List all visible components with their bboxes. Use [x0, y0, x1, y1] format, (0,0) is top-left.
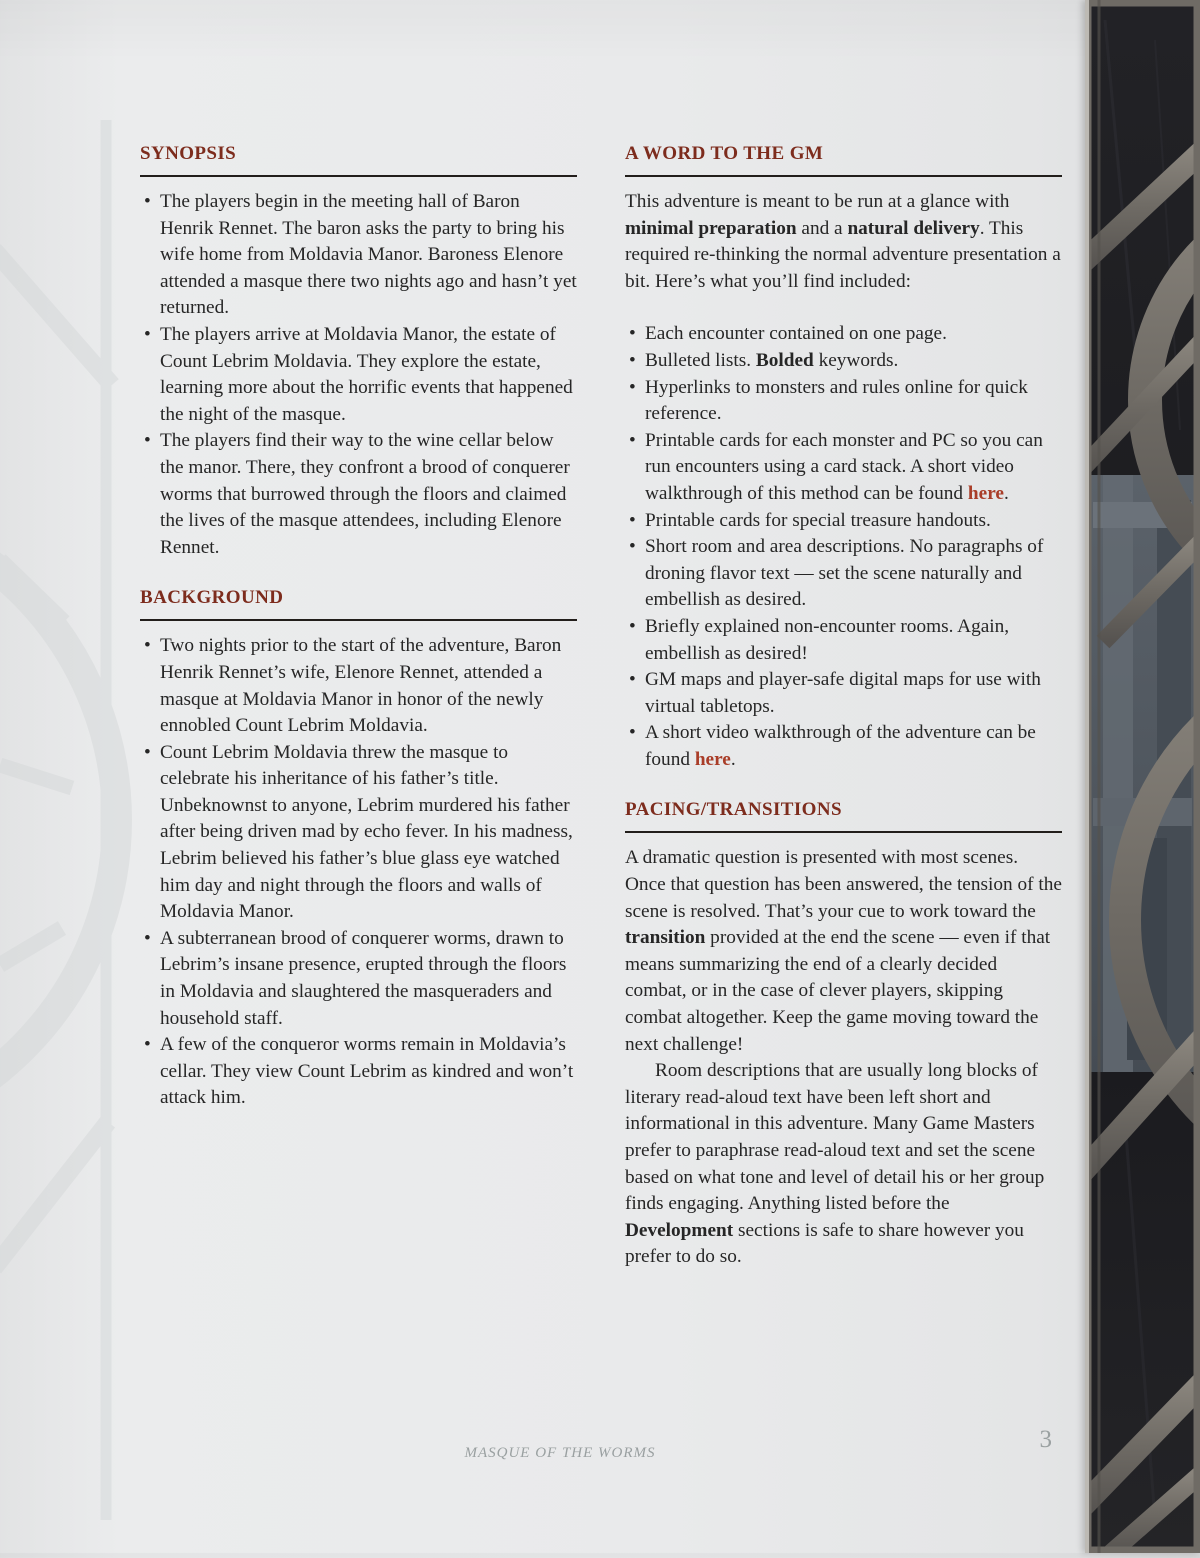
section-heading: PACING/TRANSITIONS — [625, 799, 842, 821]
section-heading: A WORD TO THE GM — [625, 143, 824, 164]
footer-book-title: MASQUE OF THE WORMS — [464, 1445, 656, 1461]
background-bullet-list — [140, 633, 577, 1112]
section-heading: SYNOPSIS — [140, 143, 237, 164]
heading-rule — [625, 831, 1062, 833]
text-segment: . This required re-thinking the normal adventure presentation a bit. Here’s what you’ll find included: — [625, 217, 1061, 292]
heading-rule — [140, 619, 577, 621]
text-segment: Briefly explained non-encounter rooms. Again, embellish as desired! — [645, 615, 1010, 664]
text-segment: Room descriptions that are usually long blocks of literary read-aloud text have been left short and informational in this adventure. Many Game Masters prefer to paraphrase read-aloud text and set the scene based on what tone and level of detail his or her group finds engaging. Anything listed before the — [625, 1060, 1045, 1215]
text-segment: Printable cards for special treasure handouts. — [645, 509, 991, 531]
list-item — [140, 189, 577, 322]
text-segment: transition — [625, 927, 706, 949]
page-body — [140, 143, 1062, 1271]
text-segment: Hyperlinks to monsters and rules online for quick reference. — [645, 376, 1028, 425]
text-segment: GM maps and player-safe digital maps for use with virtual tabletops. — [645, 669, 1041, 717]
text-segment: A dramatic question is presented with most scenes. Once that question has been answered, the tension of the scene is resolved. That’s your cue to work toward the — [625, 847, 1062, 922]
heading-rule — [140, 175, 577, 177]
text-segment: and a — [796, 217, 848, 239]
list-item — [625, 321, 1062, 348]
section-heading: BACKGROUND — [140, 587, 284, 609]
list-item — [140, 740, 577, 926]
text-segment: Count Lebrim Moldavia threw the masque to celebrate his inheritance of his father’s title. Unbeknownst to anyone, Lebrim murdered his father after being driven mad by echo fever. In his madness, Lebrim believed his father’s blue glass eye watched him day and night through the floors and walls of Moldavia Manor. — [160, 741, 573, 923]
list-item — [140, 926, 577, 1032]
list-item — [140, 1032, 577, 1112]
text-segment: Short room and area descriptions. No paragraphs of droning flavor text — set the scene naturally and embellish as desired. — [645, 536, 1044, 611]
list-item — [625, 508, 1062, 535]
pacing-paragraphs — [625, 845, 1062, 1271]
list-item — [625, 667, 1062, 720]
text-segment: Two nights prior to the start of the adventure, Baron Henrik Rennet’s wife, Elenore Rennet, attended a masque at Moldavia Manor in honor of the newly ennobled Count Lebrim Moldavia. — [160, 635, 562, 737]
text-segment: keywords. — [813, 349, 899, 371]
right-border-art — [1085, 0, 1200, 1553]
text-segment: minimal preparation — [625, 217, 797, 239]
left-watermark-art — [0, 0, 135, 1553]
text-segment: A subterranean brood of conquerer worms, drawn to Lebrim’s insane presence, erupted through the floors in Moldavia and slaughtered the masqueraders and household staff. — [160, 927, 567, 1029]
paragraph — [625, 845, 1062, 1058]
text-segment: Bolded — [755, 349, 814, 371]
gm-intro-paragraph — [625, 189, 1062, 295]
text-segment: A few of the conqueror worms remain in Moldavia’s cellar. They view Count Lebrim as kindred and won’t attack him. — [160, 1034, 574, 1109]
text-segment: The players arrive at Moldavia Manor, the estate of Count Lebrim Moldavia. They explore the estate, learning more about the horrific events that happened the night of the masque. — [160, 323, 573, 425]
text-segment: . — [1003, 482, 1009, 504]
hyperlink[interactable]: here — [967, 482, 1004, 504]
text-segment: Bulleted lists. — [645, 349, 756, 371]
gm-bullet-list — [625, 321, 1062, 773]
text-segment: The players find their way to the wine cellar below the manor. There, they confront a brood of conquerer worms that burrowed through the floors and claimed the lives of the masque attendees, including Elenore Rennet. — [160, 430, 570, 558]
list-item — [625, 534, 1062, 614]
text-segment: Each encounter contained on one page. — [645, 323, 947, 345]
text-segment: Development — [625, 1219, 734, 1241]
text-segment: sections is safe to share however you prefer to do so. — [625, 1219, 1024, 1268]
section-synopsis — [140, 143, 577, 561]
list-item — [625, 614, 1062, 667]
list-item — [625, 428, 1062, 508]
text-segment: This adventure is meant to be run at a glance with — [625, 191, 1010, 212]
section-pacing-transitions — [625, 799, 1062, 1271]
text-segment: . — [730, 748, 736, 770]
list-item — [140, 322, 577, 428]
text-segment: natural delivery — [847, 217, 980, 239]
text-segment: Printable cards for each monster and PC so you can run encounters using a card stack. A short video walkthrough of this method can be found — [645, 429, 1043, 504]
list-item — [140, 428, 577, 561]
hyperlink[interactable]: here — [694, 748, 731, 770]
list-item — [625, 720, 1062, 773]
list-item — [625, 375, 1062, 428]
section-background — [140, 587, 577, 1112]
list-item — [625, 348, 1062, 375]
section-word-to-gm — [625, 143, 1062, 773]
right-column — [625, 143, 1062, 1271]
heading-rule — [625, 175, 1062, 177]
text-segment: provided at the end the scene — even if that means summarizing the end of a clearly decided combat, or in the case of clever players, skipping combat altogether. Keep the game moving toward the next challenge! — [625, 927, 1051, 1055]
list-item — [140, 633, 577, 739]
text-segment: A short video walkthrough of the adventure can be found — [645, 722, 1036, 770]
left-column — [140, 143, 577, 1271]
synopsis-bullet-list — [140, 189, 577, 561]
paragraph — [625, 1058, 1062, 1271]
text-segment: The players begin in the meeting hall of Baron Henrik Rennet. The baron asks the party to bring his wife home from Moldavia Manor. Baroness Elenore attended a masque there two nights ago and hasn’t yet returned. — [160, 191, 577, 319]
page-number: 3 — [1039, 1426, 1052, 1453]
